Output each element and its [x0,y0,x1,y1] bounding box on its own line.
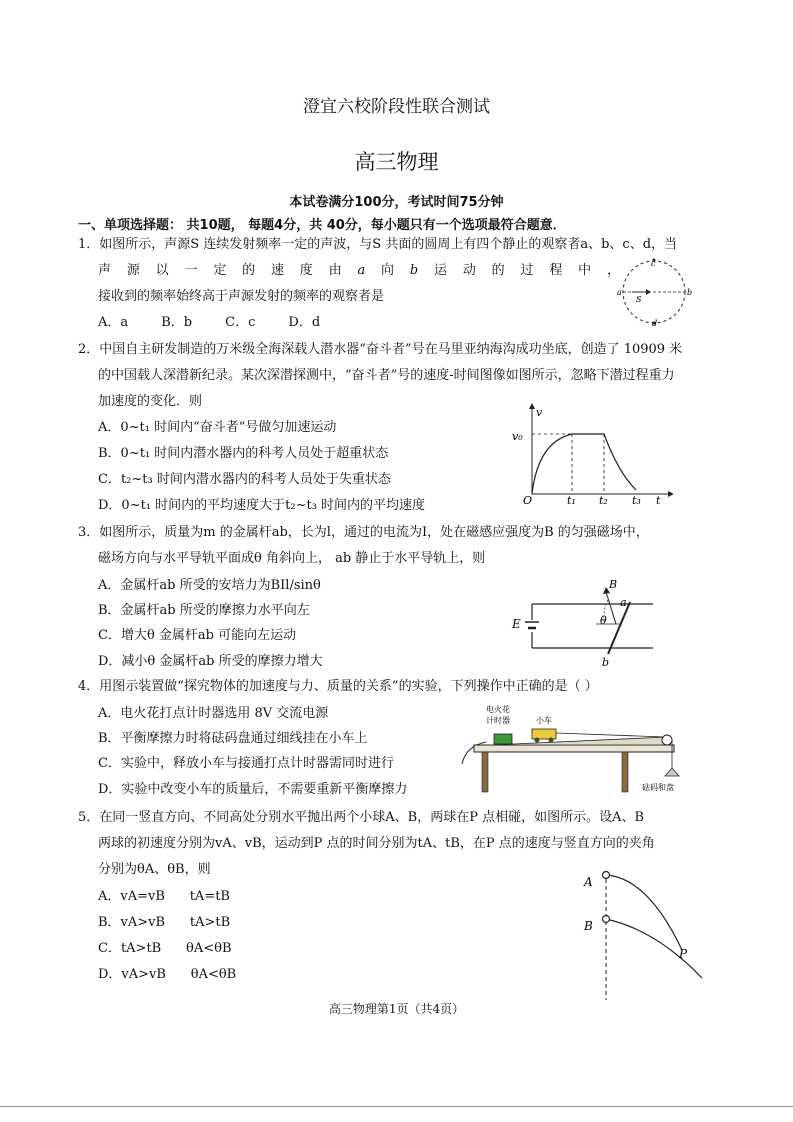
cart-wheel-front [549,738,554,743]
t-axis-arrow [668,491,673,497]
v-label: v [536,406,543,419]
q5-option-a: A．vA=vB tA=tB [98,889,230,904]
q1-line2-char: 以 [155,263,169,278]
label-d: d [652,319,658,328]
label-A: A [584,875,593,889]
label-s: S [636,295,642,304]
q2-line3: 加速度的变化．则 [98,394,203,409]
cart-label: 小车 [536,716,552,725]
string [556,733,665,737]
q2-option-b: B．0~t₁ 时间内潜水器内的科考人员处于超重状态 [98,446,389,461]
q5-option-d: D．vA>vB θA<θB [98,967,237,982]
q1-figure [612,256,696,328]
q1-line2 [98,262,620,280]
q5-line1: 5．在同一竖直方向、不同高处分别水平抛出两个小球A、B，两球在P 点相碰，如图所示。设A、B [78,810,645,825]
q1-line2-char: a [357,263,366,278]
q3-figure [508,576,658,668]
q2-option-c: C．t₂~t₃ 时间内潜水器内的科考人员处于失重状态 [98,472,391,487]
q1-line2-char: b [409,263,419,278]
q1-line2-char: 一 [184,263,198,278]
q1-line2-char: 中 [578,263,592,278]
ball-B [603,916,610,923]
subject-title: 高三物理 [354,150,439,174]
cart [532,729,556,739]
trajectory-a [606,875,682,950]
label-B-ball: B [584,919,593,933]
label-theta: θ [600,614,607,627]
source-arrowhead [646,289,651,295]
q3-option-a: A．金属杆ab 所受的安培力为BIl/sinθ [98,578,321,593]
cart-wheel-rear [535,738,540,743]
q3-option-c: C．增大θ 金属杆ab 可能向左运动 [98,628,297,643]
page-footer: 高三物理第1页（共4页） [328,1002,465,1016]
board [474,745,674,752]
q5-option-b: B．vA>vB tA>tB [98,915,231,930]
spark-timer [494,734,512,744]
q4-option-c: C．实验中，释放小车与接通打点计时器需同时进行 [98,756,394,771]
q2-vt-graph [508,400,673,506]
q5-line2: 两球的初速度分别为vA、vB，运动到P 点的时间分别为tA、tB，在P 点的速度与竖直方向的夹角 [98,836,655,851]
q1-line2-char: 运 [434,263,448,278]
q3-option-b: B．金属杆ab 所受的摩擦力水平向左 [98,603,310,618]
q1-line3: 接收到的频率始终高于声源发射的频率的观察者是 [98,289,385,304]
q2-option-d: D．0~t₁ 时间内的平均速度大于t₂~t₃ 时间内的平均速度 [98,498,426,513]
t-label: t [656,494,661,506]
v-axis-arrow [529,403,535,409]
q5-option-c: C．tA>tB θA<θB [98,941,232,956]
q3-option-d: D．减小θ 金属杆ab 所受的摩擦力增大 [98,654,323,669]
t1-label: t₁ [567,494,576,506]
weight-pan [665,768,679,776]
q4-option-b: B．平衡摩擦力时将砝码盘通过细线挂在小车上 [98,731,368,746]
v0-label: v₀ [512,430,523,443]
b-field-line [606,592,616,624]
label-c: c [651,259,656,268]
t3-label: t₃ [632,494,641,506]
exam-series-title: 澄宜六校阶段性联合测试 [303,97,490,117]
incline-board [492,737,667,745]
t2-label: t₂ [599,494,608,506]
q3-line2: 磁场方向与水平导轨平面成θ 角斜向上， ab 静止于水平导轨上，则 [98,551,486,566]
section-title: 一、单项选择题： 共10题， 每题4分，共 40分，每小题只有一个选项最符合题意． [78,218,566,233]
q2-option-a: A．0~t₁ 时间内“奋斗者”号做匀加速运动 [98,420,337,435]
q1-line2-char: ， [606,263,620,278]
weights-label: 砝码和盘 [642,783,674,792]
exam-info: 本试卷满分100分，考试时间75分钟 [289,195,504,210]
q1-line2-char: 定 [213,263,227,278]
q1-line2-char: 度 [299,263,313,278]
q1-line2-char: 的 [491,263,505,278]
q1-line1: 1．如图所示，声源S 连续发射频率一定的声波，与S 共面的圆周上有四个静止的观察者a、b、c、d，当 [78,237,678,252]
q4-option-a: A．电火花打点计时器选用 8V 交流电源 [98,706,329,721]
q1-line2-char: 的 [242,263,256,278]
table-leg-right [622,752,628,792]
q1-line2-char: 程 [549,263,563,278]
table-leg-left [482,752,488,792]
label-b-rod: b [602,656,610,668]
label-b: b [687,288,693,297]
q1-options: A．a B．b C．c D．d [98,315,321,330]
q1-line2-char: 速 [270,263,284,278]
q1-line2-char: 动 [462,263,476,278]
q4-option-d: D．实验中改变小车的质量后，不需要重新平衡摩擦力 [98,782,408,797]
q5-line3: 分别为θA、θB，则 [98,862,211,877]
q4-apparatus-figure [452,702,692,796]
label-E: E [512,617,521,631]
q2-line2: 的中国载人深潜新纪录。某次深潜探测中，“奋斗者”号的速度-时间图像如图所示，忽略下潜过程重力 [98,368,675,383]
q1-line2-char: 源 [126,263,140,278]
velocity-curve [532,434,636,494]
label-P: P [679,947,688,961]
label-B: B [609,578,618,591]
trajectory-b [606,919,702,978]
label-a-rod: a [620,596,627,609]
q3-line1: 3．如图所示，质量为m 的金属杆ab，长为l，通过的电流为I，处在磁感应强度为B 的匀强磁场中， [78,525,649,540]
pulley [662,735,672,745]
q1-line2-char: 向 [381,263,395,278]
q1-line2-char: 由 [328,263,342,278]
q1-line2-char: 过 [520,263,534,278]
page-bottom-rule [0,1106,793,1107]
label-a: a [617,288,622,297]
timer-label-1: 电火花 [486,705,510,714]
q1-line2-char: 声 [98,263,112,278]
q2-line1: 2．中国自主研发制造的万米级全海深载人潜水器“奋斗者”号在马里亚纳海沟成功坐底，创造了 10909 米 [78,342,683,357]
q5-figure [576,866,711,1002]
origin-label: O [523,494,533,506]
q4-line1: 4．用图示装置做“探究物体的加速度与力、质量的关系”的实验，下列操作中正确的是（ ） [78,679,598,694]
timer-label-2: 计时器 [486,716,510,725]
ball-A [603,872,610,879]
